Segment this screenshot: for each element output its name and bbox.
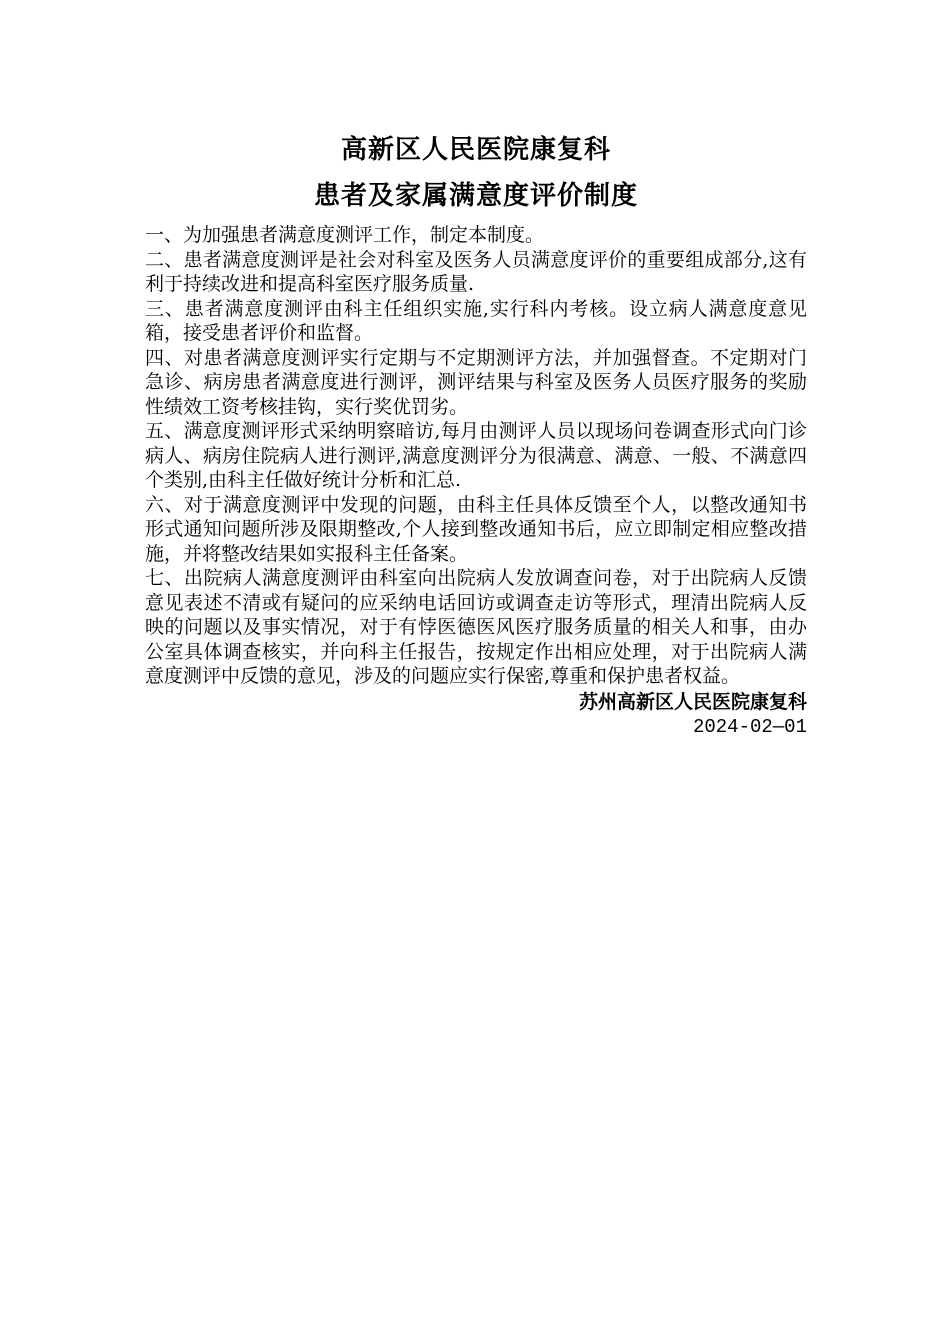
document-signature: 苏州高新区人民医院康复科: [578, 690, 807, 713]
paragraph-2: 二、患者满意度测评是社会对科室及医务人员满意度评价的重要组成部分,这有利于持续改进和提高科室医疗服务质量.: [145, 248, 807, 295]
paragraph-4: 四、对患者满意度测评实行定期与不定期测评方法，并加强督查。不定期对门急诊、病房患者满意度进行测评，测评结果与科室及医务人员医疗服务的奖励性绩效工资考核挂钩，实行奖优罚劣。: [145, 346, 807, 418]
document-date: 2024-02—01: [692, 715, 807, 738]
document-content: [145, 133, 807, 739]
document-title-line2: 患者及家属满意度评价制度: [313, 181, 638, 211]
paragraph-6: 六、对于满意度测评中发现的问题，由科主任具体反馈至个人，以整改通知书形式通知问题所涉及限期整改,个人接到整改通知书后，应立即制定相应整改措施，并将整改结果如实报科主任备案。: [145, 493, 807, 565]
paragraph-3: 三、患者满意度测评由科主任组织实施,实行科内考核。设立病人满意度意见箱，接受患者评价和监督。: [145, 297, 807, 344]
paragraph-7: 七、出院病人满意度测评由科室向出院病人发放调查问卷，对于出院病人反馈意见表述不清或有疑问的应采纳电话回访或调查走访等形式，理清出院病人反映的问题以及事实情况，对于有悖医德医风医疗服务质量的相关人和事，由办公室具体调查核实，并向科主任报告，按规定作出相应处理，对于出院病人满意度测评中反馈的意见，涉及的问题应实行保密,尊重和保护患者权益。: [145, 567, 807, 687]
paragraph-1: 一、为加强患者满意度测评工作，制定本制度。: [145, 224, 545, 246]
document-body: [145, 223, 807, 689]
paragraph-5: 五、满意度测评形式采纳明察暗访,每月由测评人员以现场问卷调查形式向门诊病人、病房住院病人进行测评,满意度测评分为很满意、满意、一般、不满意四个类别,由科主任做好统计分析和汇总.: [145, 420, 807, 491]
document-title-line1: 高新区人民医院康复科: [340, 135, 611, 165]
